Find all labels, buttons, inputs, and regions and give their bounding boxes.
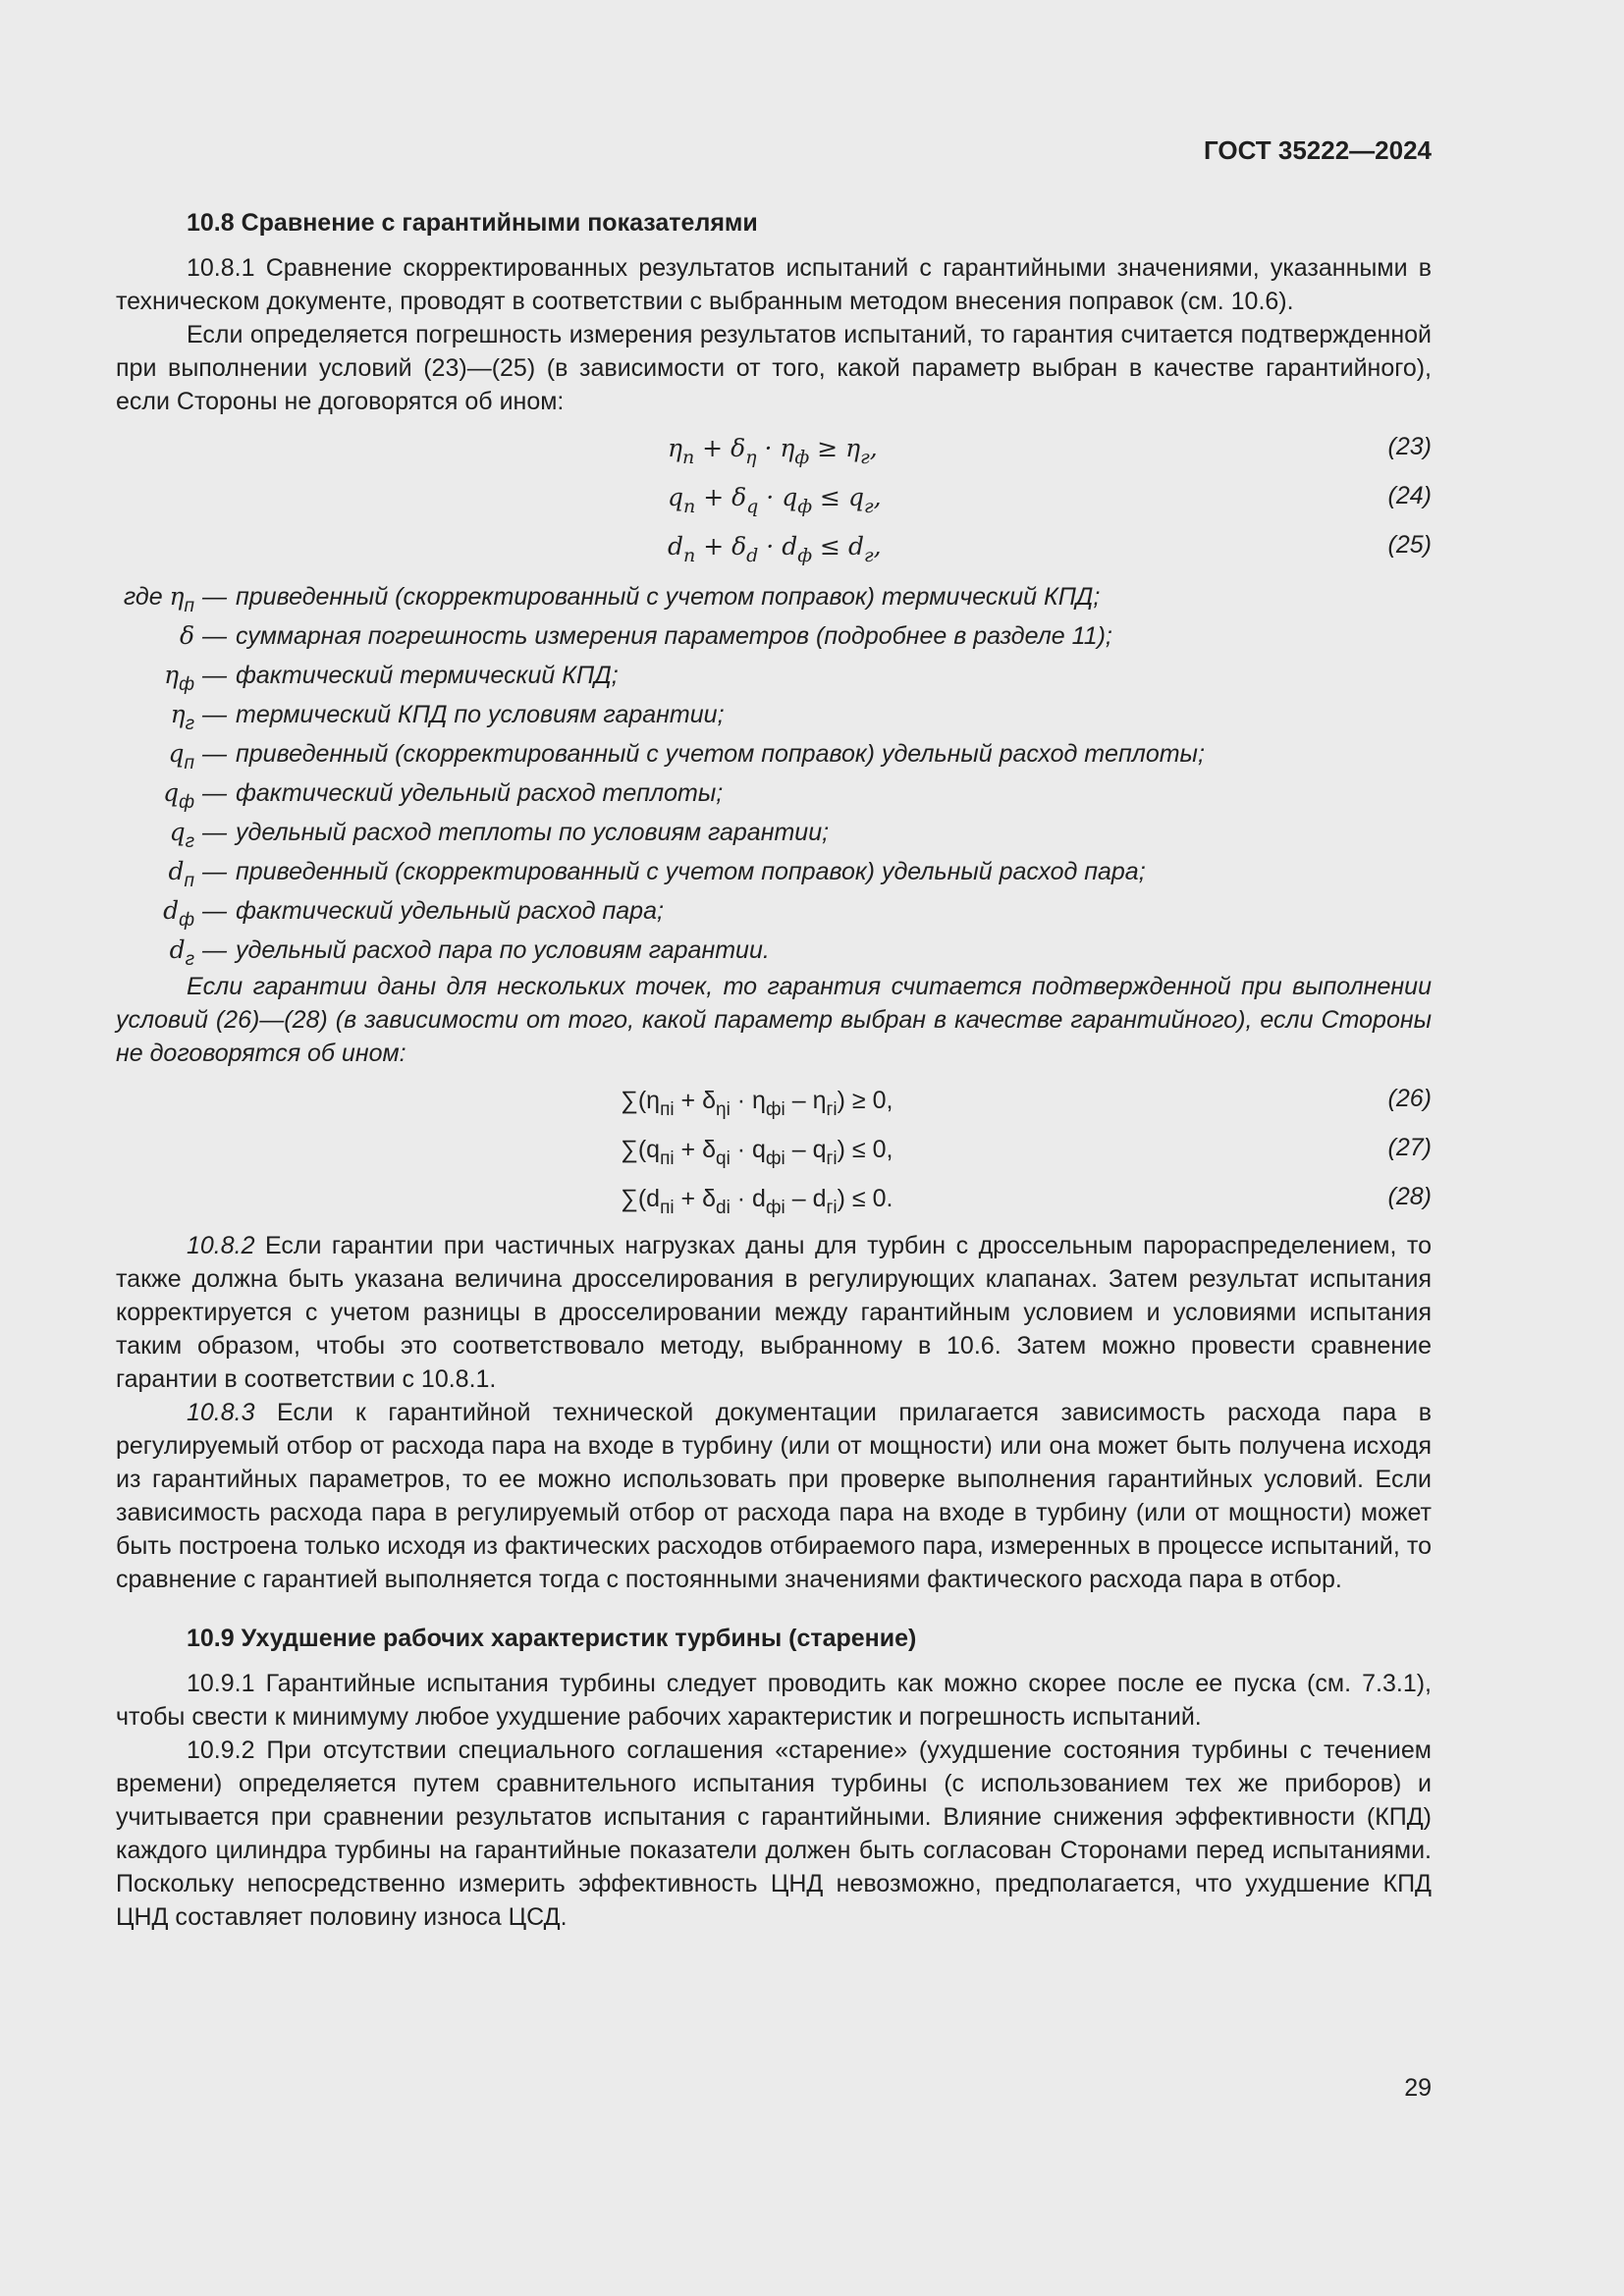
legend-row: $\eta_ф$ — фактический термический КПД; [164,661,619,695]
formula-24 [116,473,1432,522]
page-content [116,133,1432,1934]
legend-row: $q_г$ — удельный расход теплоты по условиям гарантии; [169,818,830,852]
legend-row: $d_г$ — удельный расход пара по условиям гарантии. [169,935,770,970]
formula-expression: $\sum(d_{пi} + \delta_{di} \cdot d_{фi} - d_{гi}) \le 0$. [621,1185,893,1218]
formula-expression: $q_п + \delta_q \cdot q_ф \le q_г$, [668,483,882,517]
formula-number: (27) [1387,1134,1432,1161]
legend-row: $d_п$ — приведенный (скорректированный с учетом поправок) удельный расход пара; [168,857,1146,891]
legend-row: $d_ф$ — фактический удельный расход пара; [163,896,664,931]
formula-number: (25) [1387,531,1432,559]
formula-26 [116,1076,1432,1125]
paragraph-conditions-23-25: Если определяется погрешность измерения результатов испытаний, то гарантия считается подтвержденной при выполнении условий (23)—(25) (в зависимости от того, какой параметр выбран в качестве гарантийного), если Стороны не договорятся об ином: [116,321,1432,415]
formula-25 [116,522,1432,571]
section-10-9-title: 10.9 Ухудшение рабочих характеристик турбины (старение) [187,1625,917,1652]
legend-row: δ — суммарная погрешность измерения параметров (подробнее в разделе 11); [179,621,1112,650]
formulas-26-28 [116,1076,1432,1223]
document-code: ГОСТ 35222—2024 [1204,135,1432,165]
legend-row: где $\eta_п$ — приведенный (скорректированный с учетом поправок) термический КПД; [123,582,1101,616]
formula-23 [116,424,1432,473]
formula-expression: $\eta_п + \delta_\eta \cdot \eta_ф \ge \eta_г$, [668,434,878,468]
paragraph-10-8-3: 10.8.3 Если к гарантийной технической документации прилагается зависимость расхода пара в регулируемый отбор от расхода пара на входе в турбину (или от мощности) или она может быть получена исходя из гарантийных параметров, то ее можно использовать при проверке выполнения гарантийных условий. Если зависимость расхода пара в регулируемый отбор от расхода пара на входе в турбину (или от мощности) может быть построена только исходя из фактических расходов отбираемого пара, измеренных в процессе испытаний, то сравнение с гарантией выполняется тогда с постоянными значениями фактического расхода пара в отбор. [116,1399,1432,1593]
paragraph-10-8-2: 10.8.2 Если гарантии при частичных нагрузках даны для турбин с дроссельным парораспределением, то также должна быть указана величина дросселирования в регулирующих клапанах. Затем результат испытания корректируется с учетом разницы в дросселировании между гарантийным условием и условиями испытания таким образом, чтобы это соответствовало методу, выбранному в 10.6. Затем можно провести сравнение гарантии в соответствии с 10.8.1. [116,1232,1432,1393]
paragraph-10-9-1: 10.9.1 Гарантийные испытания турбины следует проводить как можно скорее после ее пуска (см. 7.3.1), чтобы свести к минимуму любое ухудшение рабочих характеристик и погрешность испытаний. [116,1670,1432,1731]
page-number: 29 [1404,2074,1432,2102]
formula-number: (26) [1387,1085,1432,1112]
paragraph-conditions-26-28: Если гарантии даны для нескольких точек, то гарантия считается подтвержденной при выполнении условий (26)—(28) (в зависимости от того, какой параметр выбран в качестве гарантийного), если Стороны не договорятся об ином: [116,973,1432,1067]
formula-expression: $\sum(\eta_{пi} + \delta_{\eta i} \cdot \eta_{фi} - \eta_{гi}) \ge 0$, [621,1087,893,1120]
legend-row: $q_п$ — приведенный (скорректированный с учетом поправок) удельный расход теплоты; [168,739,1205,774]
formula-expression: $d_п + \delta_d \cdot d_ф \le d_г$, [668,532,882,566]
symbols-legend [116,577,1432,970]
formula-number: (23) [1387,433,1432,460]
formula-28 [116,1174,1432,1223]
formula-number: (28) [1387,1183,1432,1210]
legend-row: $q_ф$ — фактический удельный расход теплоты; [163,778,724,813]
formulas-23-25 [116,424,1432,571]
legend-row: $\eta_г$ — термический КПД по условиям гарантии; [170,700,725,734]
paragraph-10-8-1: 10.8.1 Сравнение скорректированных результатов испытаний с гарантийными значениями, указанными в техническом документе, проводят в соответствии с выбранным методом внесения поправок (см. 10.6). [116,254,1432,315]
paragraph-10-9-2: 10.9.2 При отсутствии специального соглашения «старение» (ухудшение состояния турбины с течением времени) определяется путем сравнительного испытания турбины (с использованием тех же приборов) и учитывается при сравнении результатов испытания с гарантийными. Влияние снижения эффективности (КПД) каждого цилиндра турбины на гарантийные показатели должен быть согласован Сторонами перед испытаниями. Поскольку непосредственно измерить эффективность ЦНД невозможно, предполагается, что ухудшение КПД ЦНД составляет половину износа ЦСД. [116,1736,1432,1931]
section-10-8-title: 10.8 Сравнение с гарантийными показателями [187,209,758,237]
formula-27 [116,1125,1432,1174]
formula-expression: $\sum(q_{пi} + \delta_{qi} \cdot q_{фi} - q_{гi}) \le 0$, [621,1136,893,1169]
formula-number: (24) [1387,482,1432,509]
